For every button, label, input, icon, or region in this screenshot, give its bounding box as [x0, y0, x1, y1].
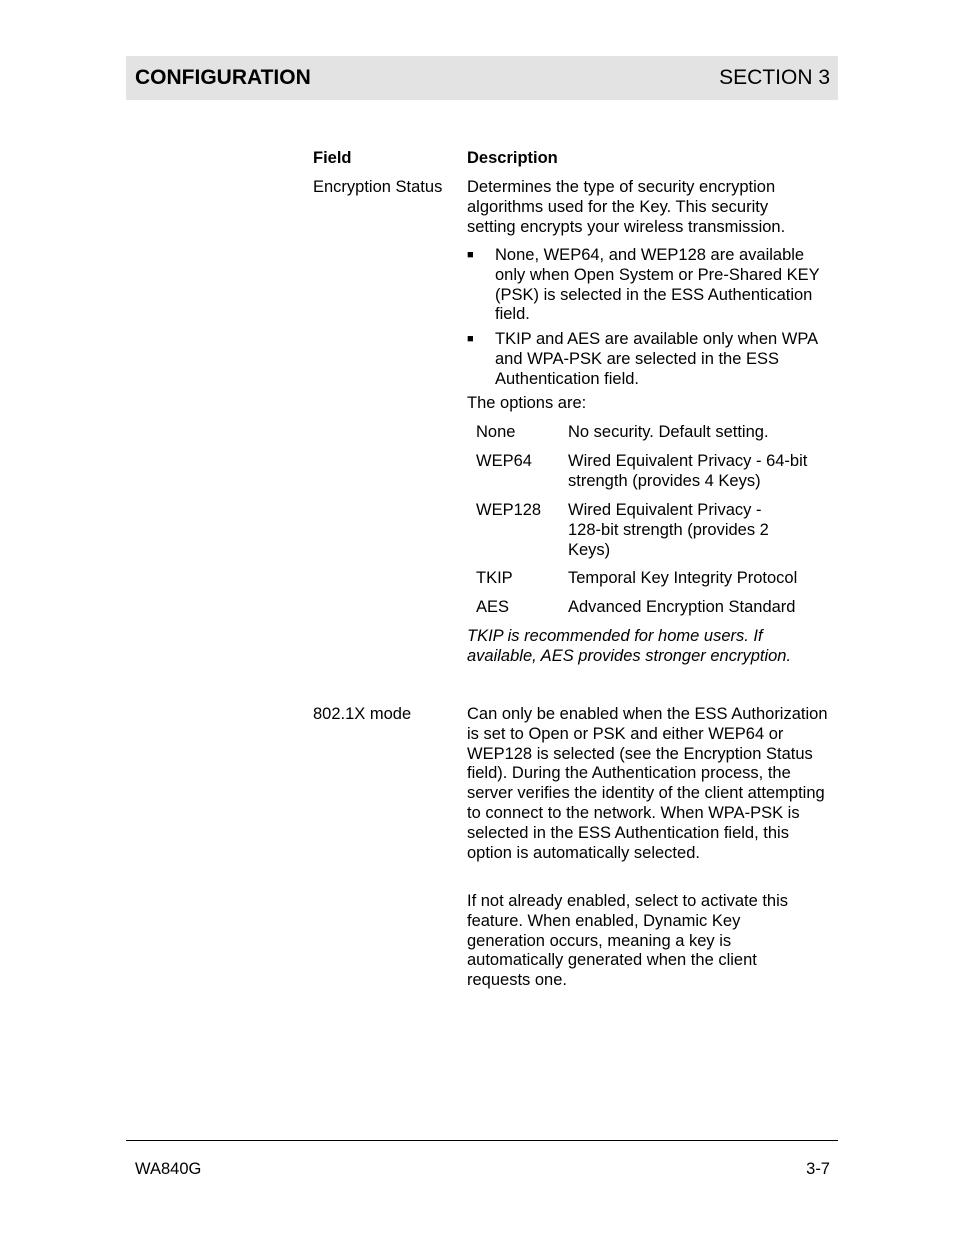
section-header: [126, 56, 838, 100]
option-description: Advanced Encryption Standard: [568, 598, 796, 616]
option-name: WEP128: [476, 501, 542, 519]
column-header-field: Field: [313, 149, 352, 167]
chapter-title: CONFIGURATION: [135, 66, 311, 89]
footer-model: WA840G: [135, 1160, 202, 1178]
option-description: Temporal Key Integrity Protocol: [568, 569, 798, 587]
section-label: SECTION 3: [719, 66, 830, 89]
option-name: None: [476, 423, 516, 441]
column-header-description: Description: [467, 149, 558, 167]
8021x-mode-description: Can only be enabled when the ESS Authorization is set to Open or PSK and either WEP64 or WEP128 is selected (see the Encryption Status field). During the Authentication process, the server verifies the identity of the client attempting to connect to the network. When WPA-PSK is selected in the ESS Authentication field, this option is automatically selected.: [467, 705, 828, 862]
option-description: Wired Equivalent Privacy - 64-bit strength (provides 4 Keys): [568, 452, 808, 490]
option-description: No security. Default setting.: [568, 423, 769, 441]
encryption-status-intro: Determines the type of security encryption algorithms used for the Key. This security setting encrypts your wireless transmission.: [467, 178, 786, 236]
footer-rule: [126, 1140, 838, 1141]
bullet-item: TKIP and AES are available only when WPA and WPA-PSK are selected in the ESS Authentication field.: [495, 330, 818, 388]
field-name-8021x-mode: 802.1X mode: [313, 705, 412, 723]
bullet-icon: ■: [467, 249, 474, 261]
option-name: WEP64: [476, 452, 532, 470]
option-description: Wired Equivalent Privacy - 128-bit strength (provides 2 Keys): [568, 501, 769, 559]
8021x-mode-enable-note: If not already enabled, select to activate this feature. When enabled, Dynamic Key generation occurs, meaning a key is automatically generated when the client requests one.: [467, 892, 789, 990]
recommendation-note: TKIP is recommended for home users. If available, AES provides stronger encryption.: [467, 627, 792, 665]
footer-page-number: 3-7: [806, 1160, 830, 1178]
option-name: AES: [476, 598, 510, 616]
options-label: The options are:: [467, 394, 587, 412]
bullet-item: None, WEP64, and WEP128 are available only when Open System or Pre-Shared KEY (PSK) is selected in the ESS Authentication field.: [495, 246, 820, 324]
option-name: TKIP: [476, 569, 513, 587]
field-name-encryption-status: Encryption Status: [313, 178, 443, 196]
bullet-icon: ■: [467, 333, 474, 345]
